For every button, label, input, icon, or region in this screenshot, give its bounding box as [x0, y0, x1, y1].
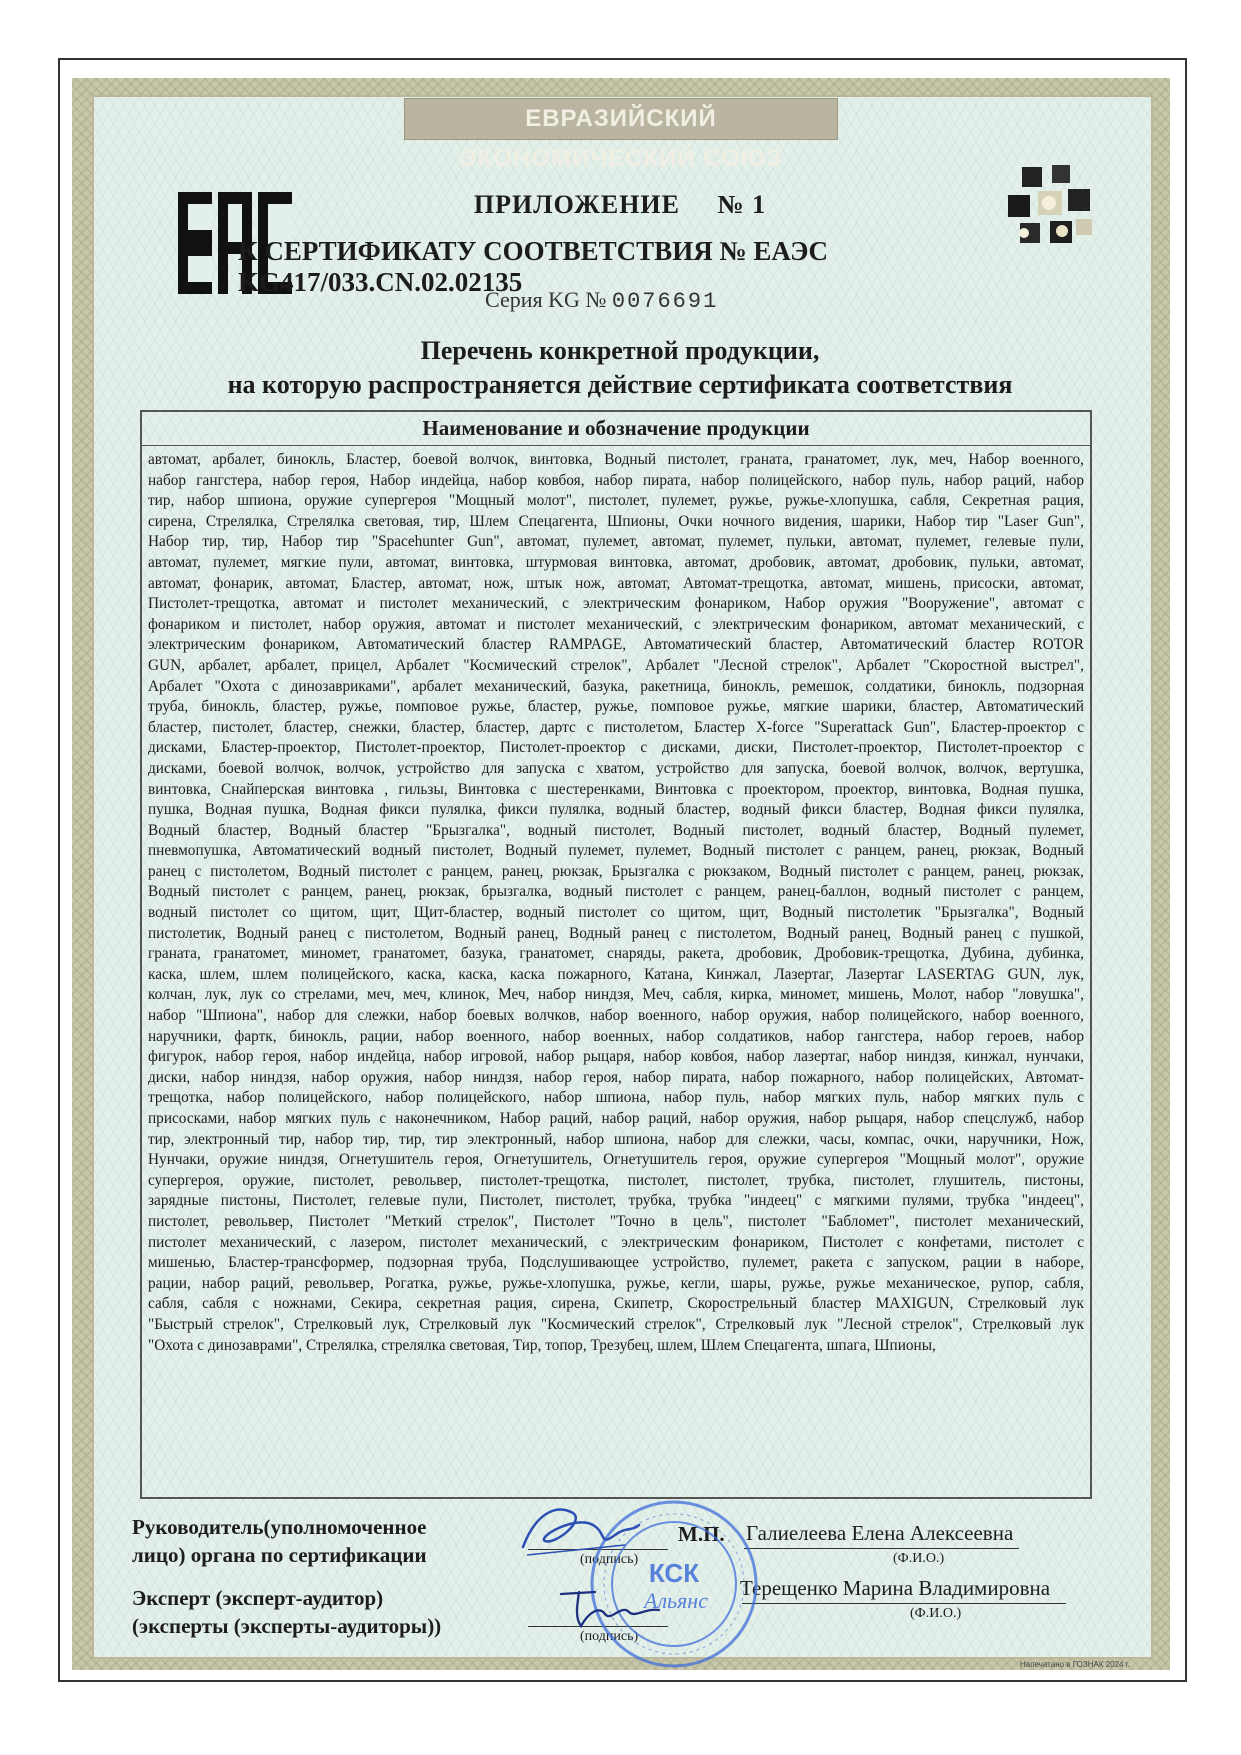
product-line: дисками, боевой волчок, волчок, устройство для запуска с хватом, устройство для запуска, боевой волчок, волчок, вертушка, — [148, 759, 1084, 777]
head-signatory-label: Руководитель(уполномоченное лицо) органа по сертификации — [132, 1515, 427, 1567]
head-signature — [515, 1495, 645, 1565]
product-line: набор "Шпиона", набор для слежки, набор боевых волчков, набор военного, набор оружия, набор полицейского, набор военного, — [148, 1007, 1084, 1025]
product-line: колчан, лук, лук со стрелами, меч, меч, клинок, Меч, набор ниндзя, Меч, сабля, кирка, миномет, мишень, Молот, набор "ловушка", — [148, 986, 1084, 1004]
product-line: каска, шлем, шлем полицейского, каска, каска, каска пожарного, Катана, Кинжал, Лазертаг, Лазертаг LASERTAG GUN, лук, — [148, 965, 1084, 983]
product-line: пушка, Водная пушка, Водная фикси пулялка, фикси пулялка, водный бластер, водный фикси бластер, Водная фикси пулялка, — [148, 801, 1084, 819]
product-line: фонариком и пистолет, набор оружия, автомат и пистолет механический, с электрическим фонариком, автомат механический, с — [148, 615, 1084, 633]
product-list — [142, 446, 1090, 1356]
head-name-caption: (Ф.И.О.) — [893, 1551, 945, 1566]
product-line: бластер, пистолет, бластер, снежки, бластер, бластер, дартс с пистолетом, Бластер X-force "Superattack Gun", Бластер-проектор с — [148, 718, 1084, 736]
series-label: Серия KG № — [485, 287, 607, 312]
head-signature-caption: (подпись) — [580, 1552, 639, 1567]
product-table — [140, 410, 1092, 1499]
expert-signature-caption: (подпись) — [580, 1629, 639, 1644]
expert-name: Терещенко Марина Владимировна — [740, 1576, 1051, 1600]
product-line: Арбалет "Охота с динозавриками", арбалет механический, базука, ракетница, бинокль, ремешок, солдатики, бинокль, подзорная — [148, 677, 1084, 695]
list-heading-line2: на которую распространяется действие сертификата соответствия — [227, 370, 1013, 399]
stamp-script-text: Альянс — [644, 1588, 708, 1613]
product-line: электрическим фонариком, Автоматический бластер RAMPAGE, Автоматический бластер, Автоматический бластер ROTOR — [148, 636, 1084, 654]
product-line: трещотка, набор полицейского, набор полицейского, набор шпиона, набор пуль, набор мягких пуль, набор мягких пуль с — [148, 1089, 1084, 1107]
expert-name-caption: (Ф.И.О.) — [910, 1606, 962, 1621]
product-line: труба, бинокль, бластер, ружье, помповое ружье, бластер, ружье, помповое ружье, мягкие шарики, бластер, Автоматический — [148, 698, 1084, 716]
expert-signature — [555, 1582, 665, 1637]
product-line: пистолет механический, с лазером, пистолет механический, с электрическим фонариком, Пистолет с конфетами, пистолет с — [148, 1233, 1084, 1251]
head-name: Галиелеева Елена Алексеевна — [746, 1521, 1014, 1545]
product-line: Нунчаки, оружие ниндзя, Огнетушитель героя, Огнетушитель, Огнетушитель героя, оружие супергероя "Мощный молот", оружие — [148, 1151, 1084, 1169]
union-banner: ЕВРАЗИЙСКИЙ ЭКОНОМИЧЕСКИЙ СОЮЗ — [404, 98, 838, 140]
product-line: тир, электронный тир, набор тир, тир, тир электронный, набор шпиона, набор для слежки, часы, компас, очки, наручники, Нож, — [148, 1130, 1084, 1148]
product-line: автомат, арбалет, бинокль, Бластер, боевой волчок, винтовка, Водный пистолет, граната, гранатомет, лук, меч, Набор военного, — [148, 451, 1084, 468]
certificate-title: К СЕРТИФИКАТУ СООТВЕТСТВИЯ № ЕАЭС KG417/033.CN.02.02135 — [238, 236, 828, 297]
product-line: Набор тир, тир, Набор тир "Spacehunter Gun", автомат, пулемет, автомат, пулемет, пульки, автомат, пулемет, гелевые пули, — [148, 533, 1084, 551]
product-line: пистолет, револьвер, Пистолет "Меткий стрелок", Пистолет "Точно в цель", пистолет "Бабломет", пистолет механический, — [148, 1212, 1084, 1230]
list-heading-line1: Перечень конкретной продукции, — [420, 336, 820, 365]
product-line: наручники, фартк, бинокль, рации, набор военного, набор военных, набор солдатиков, набор гангстера, набор героев, набор — [148, 1027, 1084, 1045]
head-name-line — [744, 1548, 1019, 1549]
product-line: сирена, Стрелялка, Стрелялка световая, тир, Шлем Спецагента, Шпионы, Очки ночного видения, шарики, Набор тир "Laser Gun", — [148, 512, 1084, 530]
product-line: ранец с пистолетом, Водный пистолет с ранцем, ранец, рюкзак, Брызгалка с рюкзаком, Водный пистолет с ранцем, ранец, рюкзак, — [148, 862, 1084, 880]
product-line: "Охота с динозаврами", Стрелялка, стрелялка световая, Тир, топор, Трезубец, шлем, Шлем Спецагента, шпага, Шпионы, — [148, 1336, 936, 1354]
product-line: автомат, фонарик, автомат, Бластер, автомат, нож, штык нож, автомат, Автомат-трещотка, автомат, мишень, присоски, автомат, — [148, 574, 1084, 592]
product-line: зарядные пистоны, Пистолет, гелевые пули, Пистолет, пистолет, трубка, трубка "индеец" с мягкими пулями, трубка "индеец", — [148, 1192, 1084, 1210]
product-line: пистолетик, Водный ранец с пистолетом, Водный ранец, Водный ранец с пистолетом, Водный ранец, Водный ранец с пушкой, — [148, 924, 1084, 942]
product-line: мишенью, Бластер-трансформер, подзорная труба, Подслушивающее устройство, пулемет, ракета с запуском, рации в наборе, — [148, 1254, 1084, 1272]
product-line: диски, набор ниндзя, набор оружия, набор ниндзя, набор героя, набор пирата, набор пожарного, набор полицейских, Автомат- — [148, 1068, 1084, 1086]
product-line: супергероя, оружие, пистолет, револьвер, пистолет-трещотка, пистолет, пистолет, трубка, пистолет, глушитель, пистоны, — [148, 1171, 1084, 1189]
product-line: водный пистолет со щитом, щит, Щит-бластер, водный пистолет со щитом, щит, Водный пистолетик "Брызгалка", Водный — [148, 904, 1084, 922]
annex-title: ПРИЛОЖЕНИЕ № 1 — [473, 190, 767, 219]
product-line: тир, набор шпиона, оружие супергероя "Мощный молот", пистолет, пулемет, ружье, ружье-хлопушка, сабля, Секретная рация, — [148, 492, 1084, 510]
product-line: фигурок, набор героя, набор индейца, набор игровой, набор рыцаря, набор ковбоя, набор лазертаг, набор ниндзя, кинжал, нунчаки, — [148, 1048, 1084, 1066]
series-number — [485, 287, 718, 314]
product-line: рации, набор раций, револьвер, Рогатка, ружье, ружье-хлопушка, ружье, кегли, шары, ружье, ружье механическое, рупор, сабля, — [148, 1274, 1084, 1292]
product-line: винтовка, Снайперская винтовка , гильзы, Винтовка с шестеренками, Винтовка с проектором, проектор, винтовка, Водная пушка, — [148, 780, 1084, 798]
product-line: автомат, пулемет, мягкие пули, автомат, винтовка, штурмовая винтовка, автомат, дробовик, автомат, дробовик, пульки, автомат, — [148, 553, 1084, 571]
product-line: присосками, набор мягких пуль с наконечником, Набор раций, набор раций, набор оружия, набор рыцаря, набор спецслужб, набор — [148, 1110, 1084, 1127]
product-line: GUN, арбалет, арбалет, прицел, Арбалет "Космический стрелок", Арбалет "Лесной стрелок", Арбалет "Скоростной выстрел", — [148, 656, 1084, 674]
product-line: Пистолет-трещотка, автомат и пистолет механический, с электрическим фонариком, Набор оружия "Вооружение", автомат с — [148, 595, 1084, 613]
hologram-sticker — [1000, 163, 1098, 261]
series-value: 0076691 — [611, 289, 719, 314]
expert-signatory-label: Эксперт (эксперт-аудитор) (эксперты (эксперты-аудиторы)) — [132, 1586, 442, 1638]
expert-name-line — [742, 1603, 1066, 1604]
product-line: сабля, сабля с ножнами, Секира, секретная рация, сирена, Скипетр, Скорострельный бластер MAXIGUN, Стрелковый лук — [148, 1295, 1084, 1313]
product-line: пневмопушка, Автоматический водный пистолет, Водный пулемет, пулемет, Водный пистолет с ранцем, ранец, рюкзак, Водный — [148, 842, 1084, 860]
seal-place-label: М.П. — [678, 1522, 725, 1546]
stamp-center-text: КСК — [648, 1558, 700, 1588]
product-line: Водный бластер, Водный бластер "Брызгалка", водный пистолет, Водный пистолет, водный бластер, Водный пулемет, — [148, 821, 1084, 839]
product-line: дисками, Бластер-проектор, Пистолет-проектор, Пистолет-проектор с дисками, диски, Пистолет-проектор, Пистолет-проектор с — [148, 739, 1084, 757]
product-line: набор гангстера, набор героя, Набор индейца, набор ковбоя, набор пирата, набор полицейского, набор пуль, набор раций, набор — [148, 471, 1084, 489]
product-line: Водный пистолет с ранцем, ранец, рюкзак, брызгалка, водный пистолет с ранцем, ранец-баллон, водный пистолет с ранцем, — [148, 883, 1084, 901]
print-footnote: Напечатано в ГОЗНАК 2024 г. — [1020, 1660, 1130, 1669]
product-line: "Быстрый стрелок", Стрелковый лук, Стрелковый лук "Космический стрелок", Стрелковый лук "Лесной стрелок", Стрелковый лук — [148, 1315, 1084, 1333]
product-line: граната, гранатомет, миномет, гранатомет, базука, гранатомет, снаряды, ракета, дробовик, Дробовик-трещотка, Дубина, дубинка, — [148, 945, 1084, 963]
product-column-header: Наименование и обозначение продукции — [142, 412, 1090, 446]
